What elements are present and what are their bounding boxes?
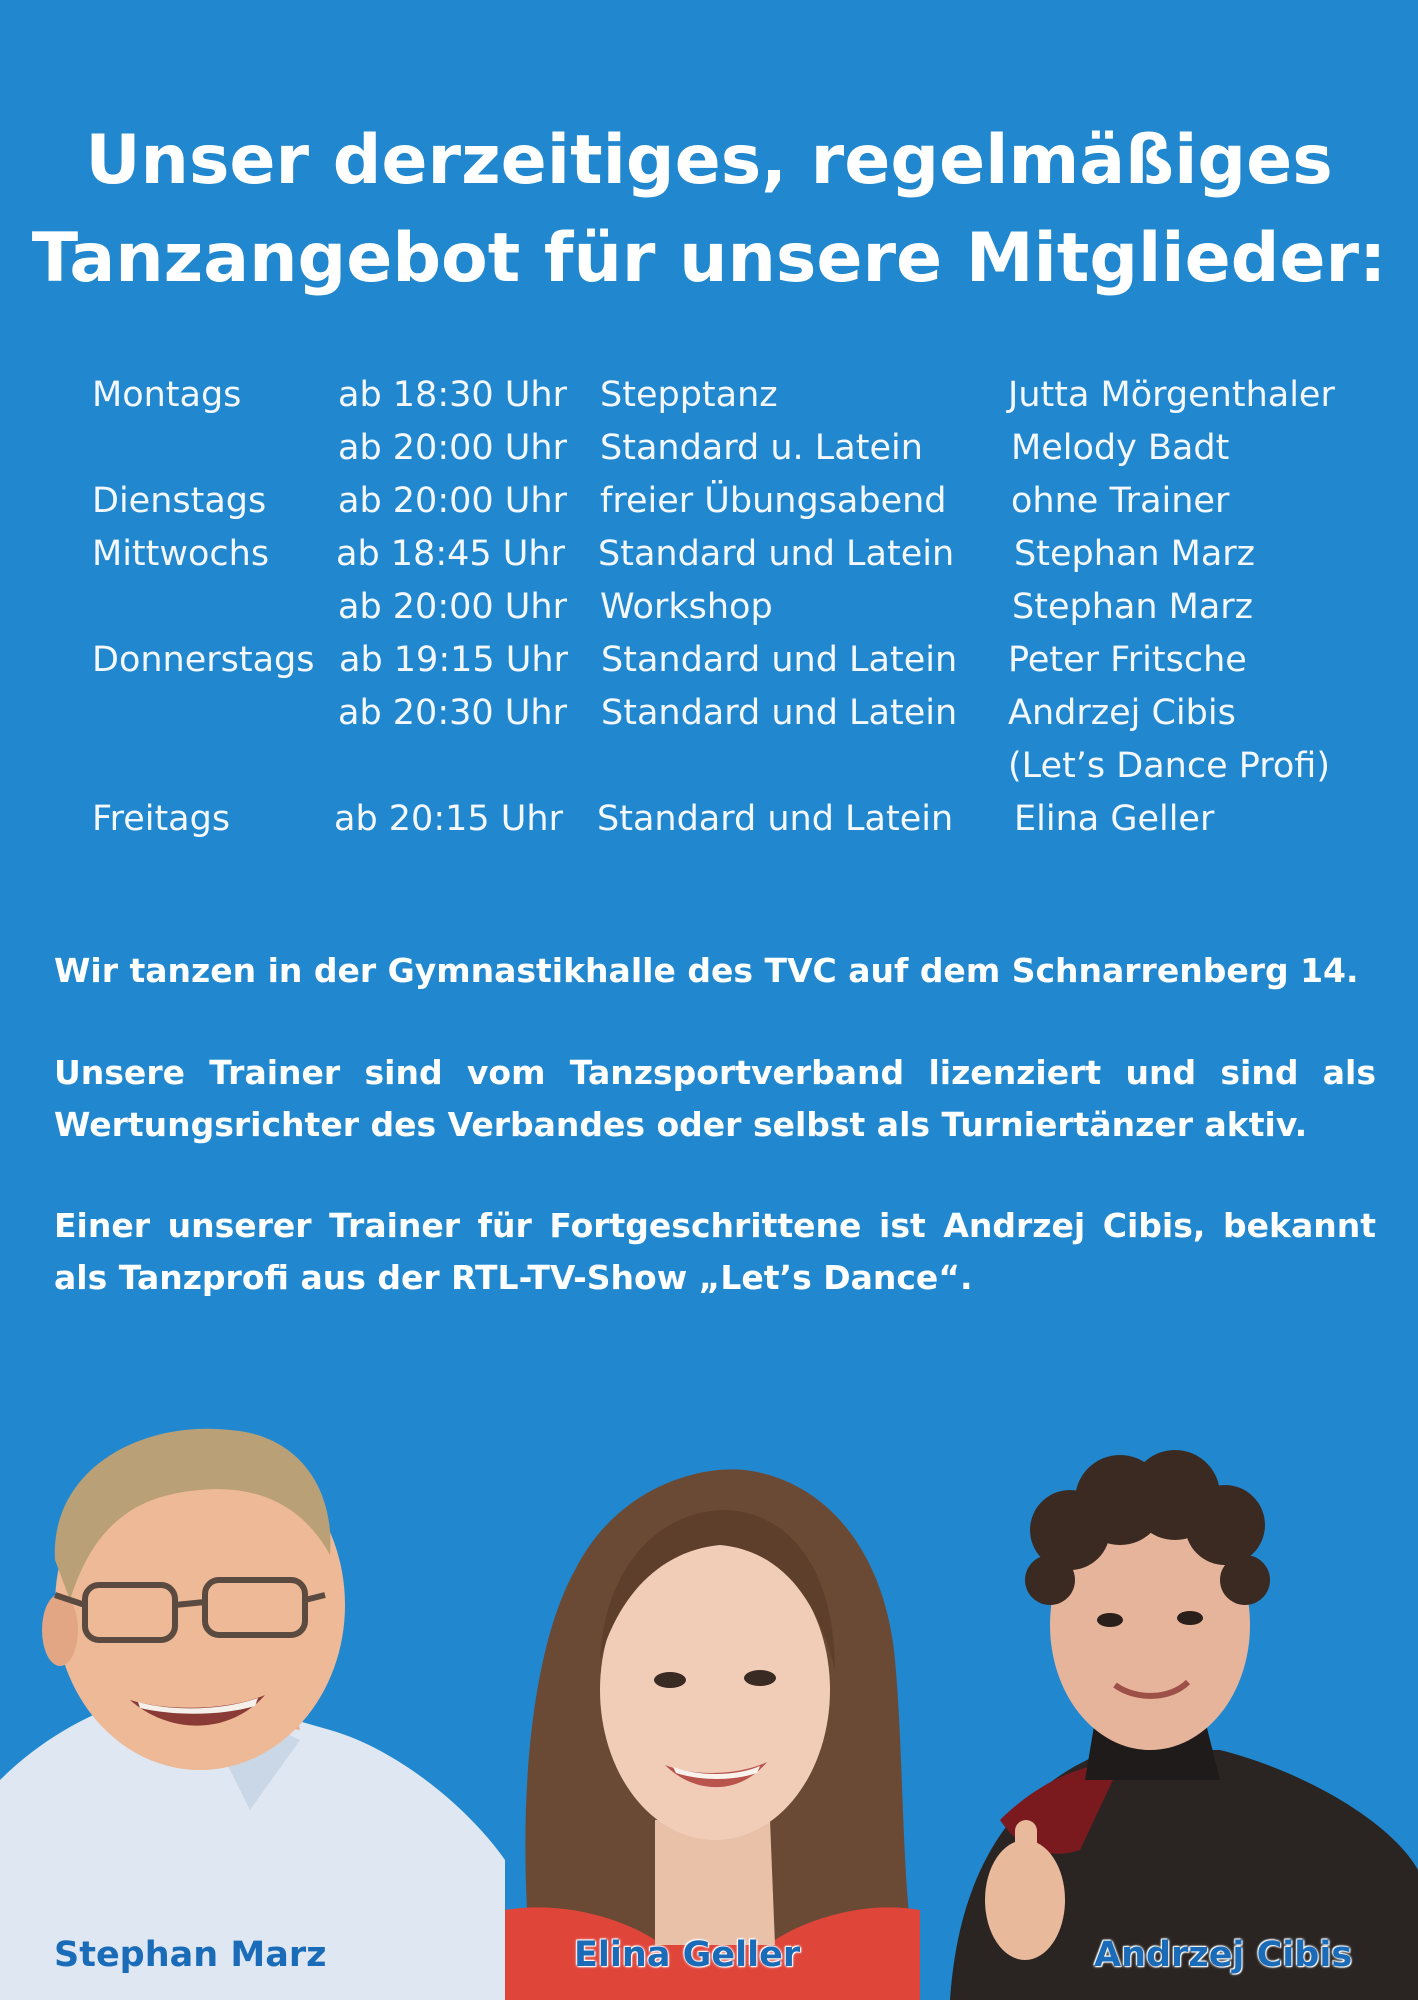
schedule-course: Standard und Latein <box>598 534 955 574</box>
schedule-trainer: Stephan Marz <box>1014 534 1256 574</box>
schedule-day: Donnerstags <box>92 640 315 680</box>
schedule-course: Standard u. Latein <box>600 428 923 468</box>
schedule-time: ab 20:00 Uhr <box>338 428 567 468</box>
schedule-course: Workshop <box>600 587 773 627</box>
schedule-time: ab 18:30 Uhr <box>338 375 567 415</box>
schedule-course: freier Übungsabend <box>600 481 947 521</box>
schedule-course: Standard und Latein <box>597 799 954 839</box>
portrait-stephan-image <box>0 1390 505 2000</box>
trainers-paragraph: Unsere Trainer sind vom Tanzsportverband lizenziert und sind als Wertungsrichter des Verbandes oder selbst als Turniertänzer aktiv. <box>54 1053 1376 1144</box>
schedule-trainer-note: (Let’s Dance Profi) <box>1008 746 1330 786</box>
photo-caption-stephan: Stephan Marz <box>54 1935 327 1975</box>
schedule-course: Standard und Latein <box>601 693 958 733</box>
schedule-time: ab 19:15 Uhr <box>339 640 568 680</box>
schedule-course: Stepptanz <box>600 375 778 415</box>
trainer-photo-stephan <box>0 1390 505 2000</box>
schedule-trainer: Andrzej Cibis <box>1008 693 1236 733</box>
portrait-elina-image <box>505 1440 920 2000</box>
schedule-time: ab 20:00 Uhr <box>338 481 567 521</box>
schedule-table <box>0 0 1418 860</box>
schedule-trainer: Peter Fritsche <box>1008 640 1247 680</box>
cibis-paragraph: Einer unserer Trainer für Fortgeschrittene ist Andrzej Cibis, bekannt als Tanzprofi aus der RTL-TV-Show „Let’s Dance“. <box>54 1206 1376 1297</box>
schedule-trainer: Elina Geller <box>1014 799 1215 839</box>
schedule-day: Mittwochs <box>92 534 270 574</box>
trainer-photo-andrzej <box>920 1420 1418 2000</box>
schedule-trainer: Stephan Marz <box>1012 587 1254 627</box>
title-line-2: Tanzangebot für unsere Mitglieder: <box>31 219 1387 298</box>
schedule-day: Freitags <box>92 799 231 839</box>
schedule-time: ab 20:15 Uhr <box>334 799 563 839</box>
schedule-time: ab 20:00 Uhr <box>338 587 567 627</box>
schedule-day: Montags <box>92 375 242 415</box>
schedule-time: ab 20:30 Uhr <box>338 693 567 733</box>
schedule-trainer: Jutta Mörgenthaler <box>1008 375 1335 415</box>
schedule-day: Dienstags <box>92 481 267 521</box>
trainer-photo-elina <box>505 1440 920 2000</box>
schedule-trainer: Melody Badt <box>1011 428 1230 468</box>
schedule-course: Standard und Latein <box>601 640 958 680</box>
schedule-trainer: ohne Trainer <box>1011 481 1230 521</box>
photo-caption-elina: Elina Geller <box>574 1935 801 1975</box>
title-line-1: Unser derzeitiges, regelmäßiges <box>85 121 1333 200</box>
portrait-andrzej-image <box>920 1420 1418 2000</box>
location-paragraph: Wir tanzen in der Gymnastikhalle des TVC auf dem Schnarrenberg 14. <box>54 951 1359 990</box>
schedule-time: ab 18:45 Uhr <box>336 534 565 574</box>
photo-caption-andrzej: Andrzej Cibis <box>1094 1935 1353 1975</box>
